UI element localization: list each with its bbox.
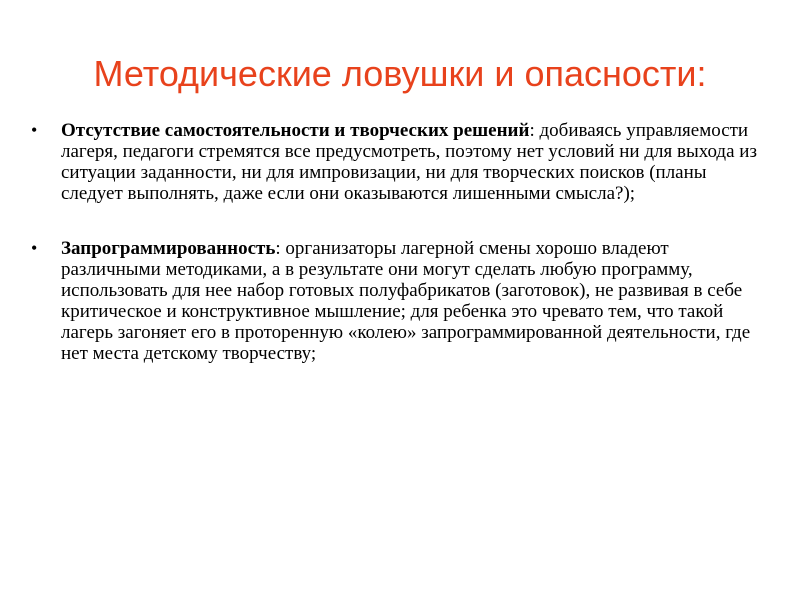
bullet-text: : добиваясь управляемости лагеря, педагоги стремятся все предусмотреть, поэтому нет условий ни для выхода из ситуации заданности, ни для импровизации, ни для творческих поисков (планы следует выполнять, даже если они оказываются лишенными смысла?);	[61, 120, 757, 204]
bullet-list	[25, 120, 760, 364]
bullet-marker: •	[31, 238, 38, 258]
bullet-item-self-reliance	[25, 120, 760, 204]
bullet-text: : организаторы лагерной смены хорошо владеют различными методиками, а в результате они могут сделать любую программу, использовать для нее набор готовых полуфабрикатов (заготовок), не развивая в себе критическое и конструктивное мышление; для ребенка это чревато тем, что такой лагерь загоняет его в проторенную «колею» запрограммированной деятельности, где нет места детскому творчеству;	[61, 238, 751, 364]
bullet-item-programming	[25, 238, 760, 364]
bullet-term: Запрограммированность	[61, 238, 276, 259]
bullet-marker: •	[31, 120, 38, 140]
bullet-term: Отсутствие самостоятельности и творческих решений	[61, 120, 530, 141]
slide-title: Методические ловушки и опасности:	[93, 53, 707, 94]
